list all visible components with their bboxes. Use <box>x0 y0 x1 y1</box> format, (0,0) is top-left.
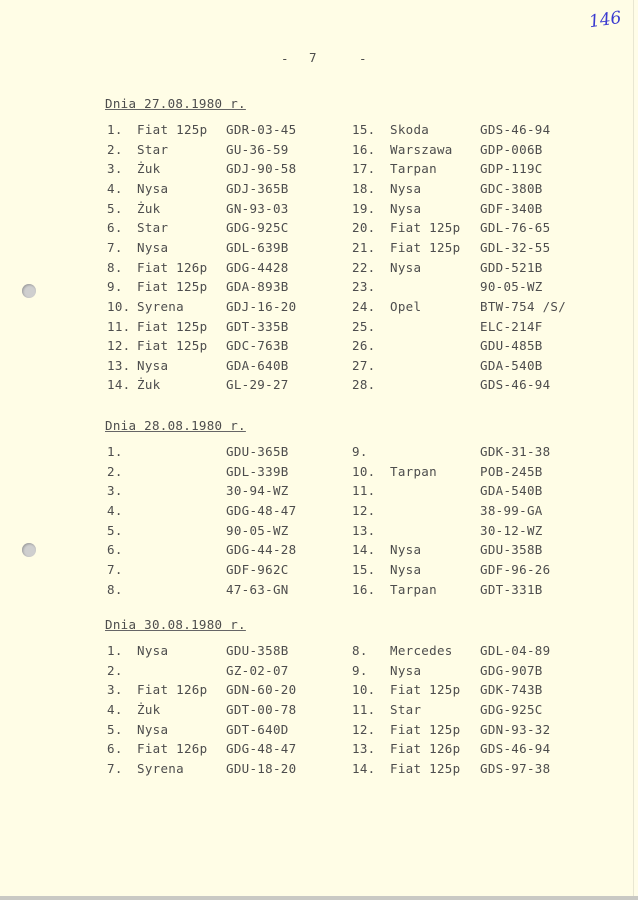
license-plate: GDT-335B <box>226 318 289 334</box>
row-number: 2. <box>107 463 123 479</box>
scan-bottom-edge <box>0 896 638 900</box>
license-plate: GDD-521B <box>480 259 543 275</box>
row-number: 13. <box>107 357 131 373</box>
row-number: 11. <box>352 702 376 717</box>
vehicle-make: Nysa <box>390 200 422 216</box>
license-plate: GDC-380B <box>480 180 543 196</box>
vehicle-make: Fiat 125p <box>137 279 208 295</box>
row-number: 1. <box>107 444 123 459</box>
license-plate: GDN-60-20 <box>226 682 297 698</box>
license-plate: GDS-46-94 <box>480 377 551 393</box>
vehicle-make: Nysa <box>137 180 169 196</box>
row-number: 20. <box>352 220 376 236</box>
license-plate: GDJ-90-58 <box>226 161 297 177</box>
license-plate: GDL-639B <box>226 239 289 255</box>
license-plate: GDJ-365B <box>226 180 289 196</box>
row-number: 25. <box>352 318 376 334</box>
row-number: 28. <box>352 377 376 393</box>
row-number: 3. <box>107 483 123 499</box>
row-number: 15. <box>352 122 376 137</box>
vehicle-make: Tarpan <box>390 161 437 177</box>
vehicle-make: Nysa <box>137 239 169 255</box>
vehicle-make: Warszawa <box>390 141 453 157</box>
license-plate: GDF-96-26 <box>480 561 551 577</box>
vehicle-make: Nysa <box>390 561 422 577</box>
row-number: 9. <box>352 662 368 678</box>
license-plate: GDA-893B <box>226 279 289 295</box>
row-number: 8. <box>107 259 123 275</box>
vehicle-make: Nysa <box>137 721 169 737</box>
row-number: 16. <box>352 581 376 597</box>
vehicle-make: Opel <box>390 298 422 314</box>
row-number: 10. <box>352 682 376 698</box>
row-number: 6. <box>107 220 123 236</box>
vehicle-make: Mercedes <box>390 643 453 658</box>
row-number: 2. <box>107 662 123 678</box>
license-plate: GDL-76-65 <box>480 220 551 236</box>
vehicle-make: Fiat 125p <box>137 338 208 354</box>
row-number: 12. <box>107 338 131 354</box>
page-number-right-dash: - <box>359 51 367 66</box>
vehicle-make: Nysa <box>137 643 169 658</box>
row-number: 9. <box>107 279 123 295</box>
license-plate: GDG-907B <box>480 662 543 678</box>
vehicle-make: Fiat 125p <box>390 239 461 255</box>
vehicle-make: Tarpan <box>390 463 437 479</box>
row-number: 26. <box>352 338 376 354</box>
license-plate: GDK-743B <box>480 682 543 698</box>
vehicle-make: Nysa <box>137 357 169 373</box>
row-number: 23. <box>352 279 376 295</box>
vehicle-make: Żuk <box>137 702 161 717</box>
vehicle-make: Fiat 125p <box>390 760 461 776</box>
license-plate: GDA-540B <box>480 483 543 499</box>
row-number: 5. <box>107 522 123 538</box>
row-number: 4. <box>107 180 123 196</box>
row-number: 15. <box>352 561 376 577</box>
vehicle-make: Nysa <box>390 542 422 558</box>
license-plate: GDG-4428 <box>226 259 289 275</box>
section-heading: Dnia 28.08.1980 r. <box>105 418 246 433</box>
row-number: 17. <box>352 161 376 177</box>
row-number: 2. <box>107 141 123 157</box>
vehicle-make: Star <box>137 141 169 157</box>
license-plate: GDC-763B <box>226 338 289 354</box>
punch-hole-bottom <box>22 543 36 557</box>
vehicle-make: Syrena <box>137 298 184 314</box>
vehicle-make: Syrena <box>137 760 184 776</box>
row-number: 12. <box>352 721 376 737</box>
license-plate: GU-36-59 <box>226 141 289 157</box>
license-plate: GDR-03-45 <box>226 122 297 137</box>
row-number: 11. <box>352 483 376 499</box>
vehicle-make: Fiat 126p <box>137 741 208 757</box>
row-number: 11. <box>107 318 131 334</box>
license-plate: BTW-754 /S/ <box>480 298 567 314</box>
row-number: 8. <box>107 581 123 597</box>
row-number: 5. <box>107 721 123 737</box>
row-number: 13. <box>352 741 376 757</box>
vehicle-make: Fiat 126p <box>137 682 208 698</box>
license-plate: GDS-97-38 <box>480 760 551 776</box>
vehicle-make: Żuk <box>137 161 161 177</box>
handwritten-page-annotation: 146 <box>587 7 623 33</box>
license-plate: 47-63-GN <box>226 581 289 597</box>
row-number: 6. <box>107 741 123 757</box>
row-number: 3. <box>107 682 123 698</box>
license-plate: GDP-119C <box>480 161 543 177</box>
punch-hole-top <box>22 284 36 298</box>
license-plate: GZ-02-07 <box>226 662 289 678</box>
row-number: 7. <box>107 760 123 776</box>
license-plate: 90-05-WZ <box>480 279 543 295</box>
license-plate: 30-12-WZ <box>480 522 543 538</box>
license-plate: GDL-339B <box>226 463 289 479</box>
section-heading: Dnia 30.08.1980 r. <box>105 617 246 632</box>
license-plate: ELC-214F <box>480 318 543 334</box>
page-number-left-dash: - <box>281 51 289 66</box>
license-plate: POB-245B <box>480 463 543 479</box>
vehicle-make: Fiat 125p <box>390 220 461 236</box>
row-number: 18. <box>352 180 376 196</box>
row-number: 27. <box>352 357 376 373</box>
vehicle-make: Fiat 126p <box>137 259 208 275</box>
license-plate: GDU-365B <box>226 444 289 459</box>
row-number: 7. <box>107 239 123 255</box>
vehicle-make: Fiat 125p <box>390 721 461 737</box>
license-plate: GDF-962C <box>226 561 289 577</box>
row-number: 1. <box>107 122 123 137</box>
section-heading: Dnia 27.08.1980 r. <box>105 96 246 111</box>
row-number: 4. <box>107 702 123 717</box>
row-number: 21. <box>352 239 376 255</box>
row-number: 14. <box>352 542 376 558</box>
license-plate: GDG-48-47 <box>226 741 297 757</box>
vehicle-make: Tarpan <box>390 581 437 597</box>
row-number: 4. <box>107 502 123 518</box>
vehicle-make: Skoda <box>390 122 430 137</box>
row-number: 7. <box>107 561 123 577</box>
row-number: 10. <box>352 463 376 479</box>
vehicle-make: Fiat 125p <box>137 122 208 137</box>
row-number: 13. <box>352 522 376 538</box>
vehicle-make: Żuk <box>137 377 161 393</box>
license-plate: GDL-04-89 <box>480 643 551 658</box>
license-plate: GDN-93-32 <box>480 721 551 737</box>
license-plate: GDT-331B <box>480 581 543 597</box>
page-number: 7 <box>309 50 317 65</box>
row-number: 1. <box>107 643 123 658</box>
license-plate: GDG-44-28 <box>226 542 297 558</box>
vehicle-make: Fiat 126p <box>390 741 461 757</box>
row-number: 19. <box>352 200 376 216</box>
license-plate: GDL-32-55 <box>480 239 551 255</box>
vehicle-make: Fiat 125p <box>137 318 208 334</box>
license-plate: GDU-358B <box>226 643 289 658</box>
row-number: 3. <box>107 161 123 177</box>
license-plate: GDF-340B <box>480 200 543 216</box>
vehicle-make: Żuk <box>137 200 161 216</box>
row-number: 6. <box>107 542 123 558</box>
row-number: 16. <box>352 141 376 157</box>
license-plate: GDS-46-94 <box>480 122 551 137</box>
license-plate: GDT-00-78 <box>226 702 297 717</box>
vehicle-make: Star <box>137 220 169 236</box>
license-plate: GDS-46-94 <box>480 741 551 757</box>
row-number: 14. <box>107 377 131 393</box>
row-number: 10. <box>107 298 131 314</box>
license-plate: GL-29-27 <box>226 377 289 393</box>
license-plate: GDK-31-38 <box>480 444 551 459</box>
row-number: 9. <box>352 444 368 459</box>
row-number: 24. <box>352 298 376 314</box>
license-plate: GDG-48-47 <box>226 502 297 518</box>
license-plate: 90-05-WZ <box>226 522 289 538</box>
license-plate: GDU-18-20 <box>226 760 297 776</box>
license-plate: GDA-540B <box>480 357 543 373</box>
license-plate: GDU-358B <box>480 542 543 558</box>
license-plate: 30-94-WZ <box>226 483 289 499</box>
vehicle-make: Star <box>390 702 422 717</box>
row-number: 22. <box>352 259 376 275</box>
row-number: 14. <box>352 760 376 776</box>
license-plate: GDA-640B <box>226 357 289 373</box>
vehicle-make: Nysa <box>390 662 422 678</box>
license-plate: GDT-640D <box>226 721 289 737</box>
vehicle-make: Nysa <box>390 180 422 196</box>
vehicle-make: Fiat 125p <box>390 682 461 698</box>
license-plate: GDJ-16-20 <box>226 298 297 314</box>
license-plate: GDP-006B <box>480 141 543 157</box>
license-plate: GDU-485B <box>480 338 543 354</box>
license-plate: GDG-925C <box>480 702 543 717</box>
license-plate: 38-99-GA <box>480 502 543 518</box>
row-number: 12. <box>352 502 376 518</box>
vehicle-make: Nysa <box>390 259 422 275</box>
license-plate: GN-93-03 <box>226 200 289 216</box>
row-number: 8. <box>352 643 368 658</box>
row-number: 5. <box>107 200 123 216</box>
license-plate: GDG-925C <box>226 220 289 236</box>
